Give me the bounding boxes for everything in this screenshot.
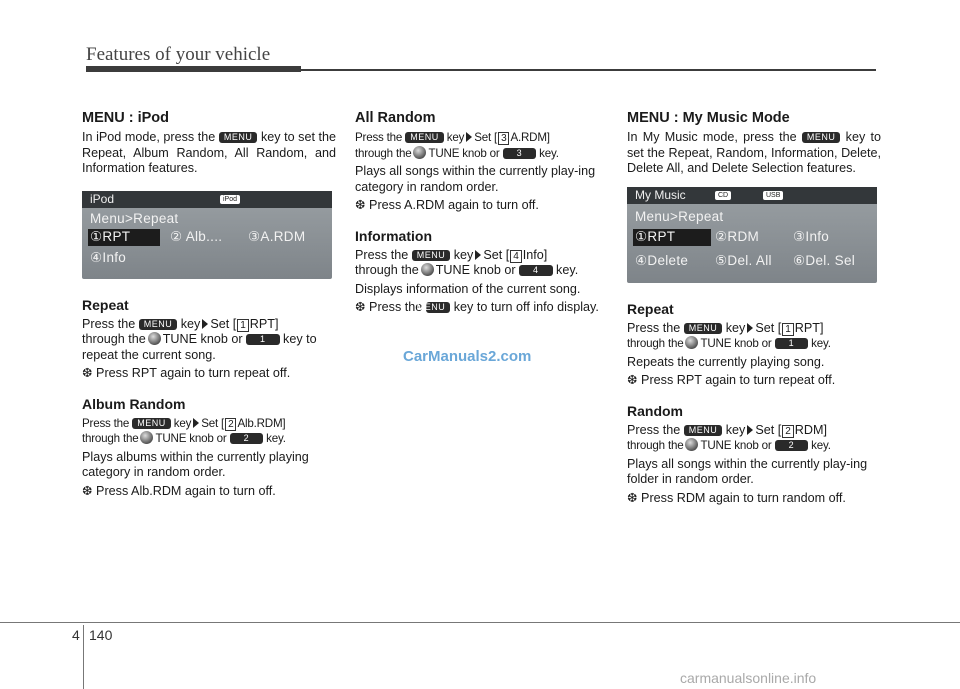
info-description: Displays information of the current song.: [355, 281, 581, 296]
menu-key-icon: MENU: [132, 418, 171, 429]
repeat-instruction: Press the MENU key Set [ 1 RPT]: [82, 316, 279, 331]
footer-site-link[interactable]: carmanualsonline.info: [680, 670, 817, 686]
repeat-instruction-2: through the TUNE knob or 1 key to repeat the current song.: [82, 332, 317, 362]
mm-random-instruction-2: through the TUNE knob or 2 key.: [627, 439, 831, 452]
info-note: ❆ Press the MENU key to turn off info display.: [355, 300, 599, 314]
screen-item-del-all: ⑤Del. All: [715, 252, 772, 268]
album-instruction: Press the MENU key Set [ 2 Alb.RDM]: [82, 416, 286, 430]
footer-rule: [0, 622, 960, 623]
mm-repeat-instruction: Press the MENU key Set [ 1 RPT]: [627, 320, 824, 335]
arrow-right-icon: [747, 323, 753, 333]
arrow-right-icon: [202, 319, 208, 329]
album-note: ❆ Press Alb.RDM again to turn off.: [82, 483, 276, 498]
column-my-music: [627, 110, 881, 506]
tune-knob-icon: [140, 431, 153, 444]
mm-random-note: ❆ Press RDM again to turn random off.: [627, 490, 846, 505]
key-1-icon: 1: [246, 334, 280, 345]
footer-vertical-rule: [83, 625, 84, 689]
arrow-right-icon: [193, 418, 199, 428]
arrow-right-icon: [747, 425, 753, 435]
menu-key-icon: MENU: [405, 132, 444, 143]
header-rule: [86, 66, 301, 72]
screen-menu-line: Menu>Repeat: [635, 208, 724, 224]
screen-item-alb: ② Alb....: [170, 228, 223, 244]
column-ipod: [82, 110, 336, 499]
menu-key-icon: MENU: [219, 132, 258, 143]
watermark-link[interactable]: CarManuals2.com: [403, 348, 532, 365]
menu-key-icon: MENU: [139, 319, 178, 330]
screen-badge: iPod: [220, 195, 240, 204]
all-random-description: Plays all songs within the currently play-ing category in random order.: [355, 164, 596, 194]
screen-item-rpt: ①RPT: [635, 228, 676, 244]
key-4-icon: 4: [519, 265, 553, 276]
number-box-icon: 4: [510, 250, 522, 263]
number-box-icon: 1: [237, 319, 249, 332]
number-box-icon: 2: [782, 425, 794, 438]
arrow-right-icon: [466, 132, 472, 142]
key-1-icon: 1: [775, 338, 809, 349]
mm-random-instruction: Press the MENU key Set [ 2 RDM]: [627, 422, 827, 437]
menu-key-icon: MENU: [684, 323, 723, 334]
menu-key-icon: MENU: [802, 132, 841, 143]
screen-title: My Music: [635, 187, 686, 202]
menu-key-icon: MENU: [684, 425, 723, 436]
menu-key-icon: MENU: [412, 250, 451, 261]
screen-title: iPod: [90, 191, 115, 206]
screen-badge-cd: CD: [715, 191, 731, 200]
menu-key-icon: MENU: [426, 302, 451, 313]
info-instruction: Press the MENU key Set [ 4 Info]: [355, 247, 548, 262]
repeat-note: ❆ Press RPT again to turn repeat off.: [82, 366, 291, 380]
mm-repeat-instruction-2: through the TUNE knob or 1 key.: [627, 337, 831, 350]
screen-item-delete: ④Delete: [635, 252, 689, 268]
album-instruction-2: through the TUNE knob or 2 key.: [82, 432, 286, 445]
all-random-instruction: Press the MENU key Set [ 3 A.RDM]: [355, 131, 550, 144]
screen-item-rdm: ②RDM: [715, 228, 760, 244]
my-music-screen-image: [627, 187, 877, 283]
ipod-intro: In iPod mode, press the MENU key to set the Repeat, Album Random, All Random, and Information features.: [82, 130, 337, 175]
section-number: 4: [72, 627, 80, 643]
tune-knob-icon: [685, 336, 698, 349]
key-2-icon: 2: [775, 440, 809, 451]
ipod-screen-image: [82, 191, 332, 279]
section-title-information: Information: [355, 227, 432, 244]
header-rule-thin: [301, 69, 876, 71]
number-box-icon: 1: [782, 323, 794, 336]
screen-menu-line: Menu>Repeat: [90, 210, 179, 226]
section-title-random: Random: [627, 402, 683, 419]
all-random-instruction-2: through the TUNE knob or 3 key.: [355, 146, 559, 160]
screen-badge-usb: USB: [763, 191, 783, 200]
mm-repeat-note: ❆ Press RPT again to turn repeat off.: [627, 373, 836, 387]
screen-item-del-sel: ⑥Del. Sel: [793, 252, 856, 268]
tune-knob-icon: [685, 438, 698, 451]
page-number: 140: [89, 627, 113, 643]
screen-item-ardm: ③A.RDM: [248, 228, 306, 244]
page-header-title: Features of your vehicle: [86, 44, 271, 65]
tune-knob-icon: [148, 332, 161, 345]
key-3-icon: 3: [503, 148, 537, 159]
section-title-repeat: Repeat: [627, 300, 674, 317]
number-box-icon: 2: [225, 418, 236, 431]
column-random-info: [355, 110, 609, 316]
section-title-all-random: All Random: [355, 110, 436, 126]
album-description: Plays albums within the currently playing category in random order.: [82, 449, 309, 479]
mm-random-description: Plays all songs within the currently play-ing folder in random order.: [627, 456, 868, 486]
tune-knob-icon: [421, 263, 434, 276]
arrow-right-icon: [475, 250, 481, 260]
key-2-icon: 2: [230, 433, 264, 444]
all-random-note: ❆ Press A.RDM again to turn off.: [355, 198, 539, 212]
screen-item-rpt: ①RPT: [90, 228, 131, 244]
number-box-icon: 3: [498, 132, 509, 145]
tune-knob-icon: [413, 146, 426, 159]
mm-repeat-description: Repeats the currently playing song.: [627, 354, 825, 369]
screen-item-info: ④Info: [90, 249, 127, 265]
my-music-intro: In My Music mode, press the MENU key to set the Repeat, Random, Information, Delete, Delete All, and Delete Selection features.: [627, 130, 882, 175]
section-title-menu-ipod: MENU : iPod: [82, 110, 169, 126]
section-title-repeat: Repeat: [82, 296, 129, 313]
section-title-my-music: MENU : My Music Mode: [627, 110, 790, 126]
section-title-album-random: Album Random: [82, 395, 186, 412]
info-instruction-2: through the TUNE knob or 4 key.: [355, 263, 579, 277]
screen-item-info: ③Info: [793, 228, 830, 244]
